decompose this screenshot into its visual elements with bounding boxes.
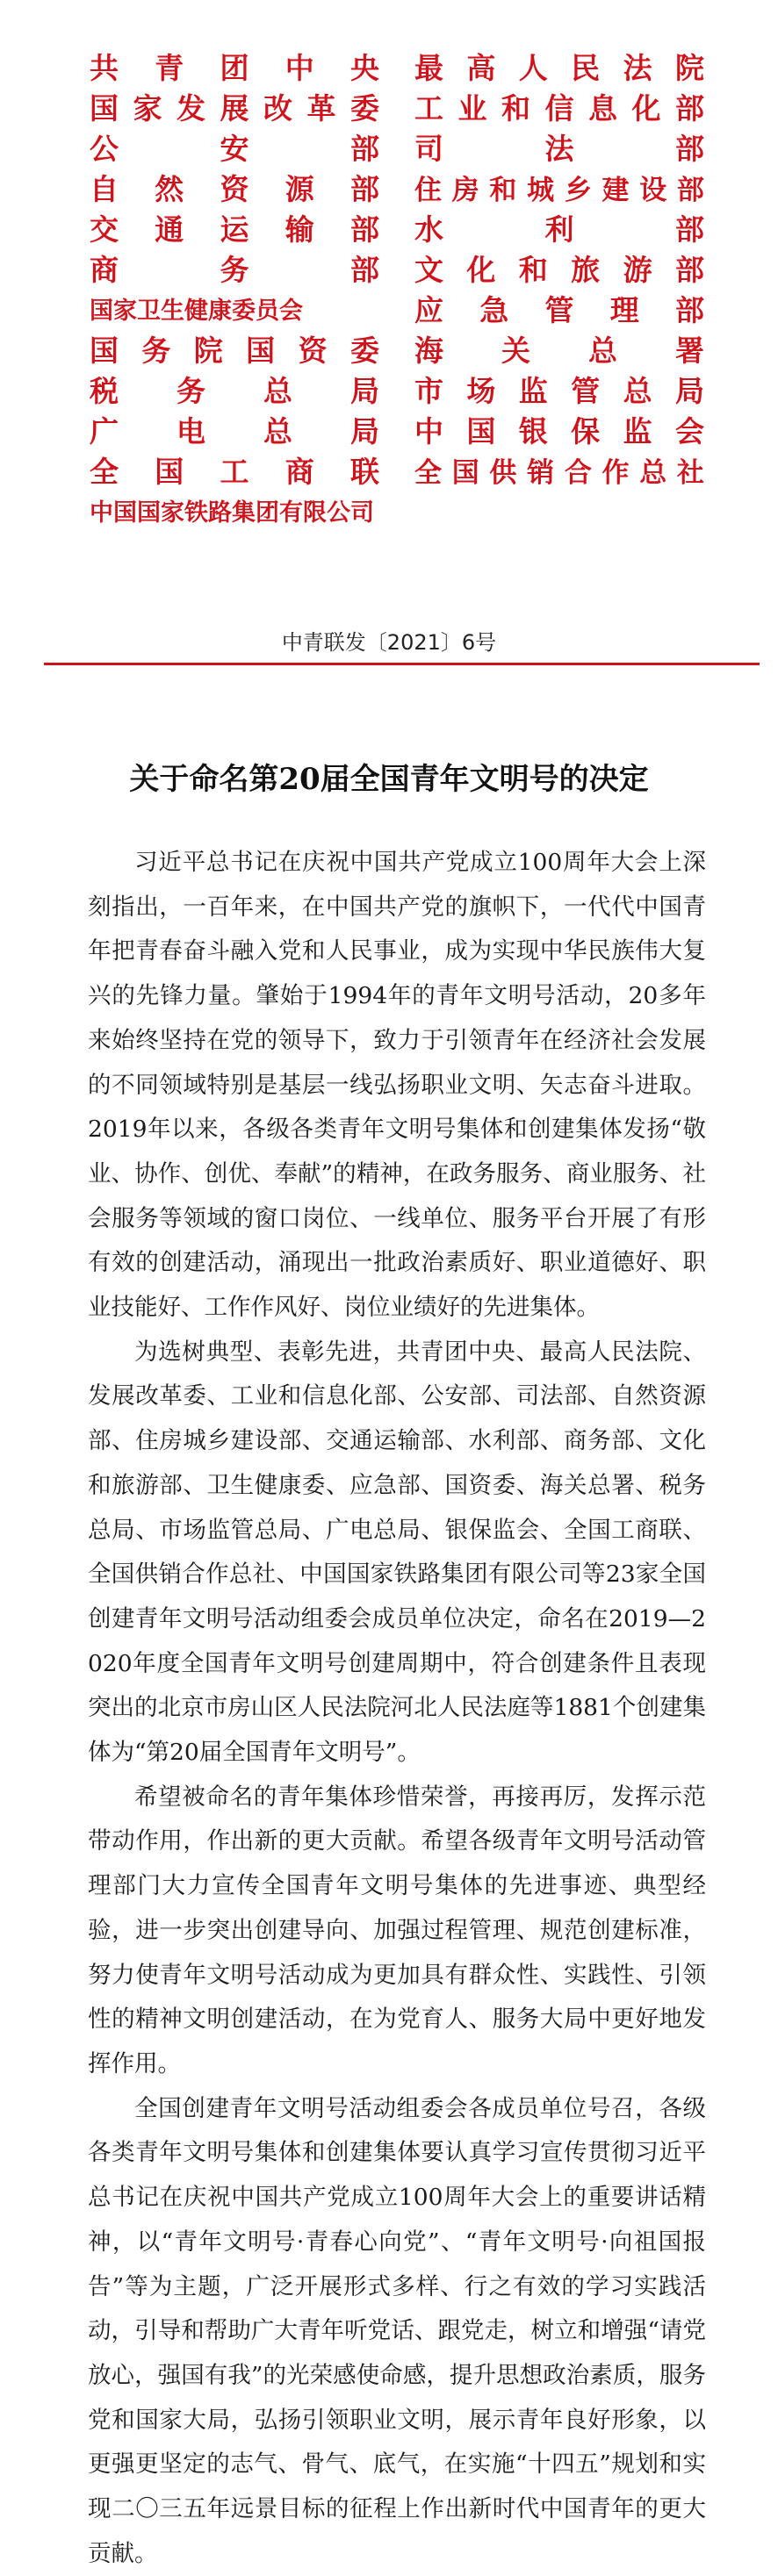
org-name-left: 全 国 工 商 联 bbox=[90, 454, 379, 489]
org-name-left: 国 务 院 国 资 委 bbox=[90, 333, 379, 368]
org-name-left: 国家卫生健康委员会 bbox=[90, 297, 303, 325]
document-number: 中青联发〔2021〕6号 bbox=[281, 630, 497, 655]
org-name-left: 公 安 部 bbox=[90, 131, 379, 166]
org-name-right: 应 急 管 理 部 bbox=[414, 292, 704, 327]
issuing-organizations bbox=[90, 46, 704, 530]
org-name-right: 中 国 银 保 监 会 bbox=[414, 413, 704, 448]
red-divider-line bbox=[44, 663, 760, 665]
body-paragraph: 希望被命名的青年集体珍惜荣誉，再接再厉，发挥示范带动作用，作出新的更大贡献。希望各级青年文明号活动管理部门大力宣传全国青年文明号集体的先进事迹、典型经验，进一步突出创建导向、加强过程管理、规范创建标准，努力使青年文明号活动成为更加具有群众性、实践性、引领性的精神文明创建活动，在为党育人、服务大局中更好地发挥作用。 bbox=[88, 1783, 706, 2077]
org-name-right: 司 法 部 bbox=[414, 131, 704, 166]
body-paragraph: 全国创建青年文明号活动组委会各成员单位号召，各级各类青年文明号集体和创建集体要认真学习宣传贯彻习近平总书记在庆祝中国共产党成立100周年大会上的重要讲话精神，以“青年文明号·青春心向党”、“青年文明号·向祖国报告”等为主题，广泛开展形式多样、行之有效的学习实践活动，引导和帮助广大青年听党话、跟党走，树立和增强“请党放心，强国有我”的光荣感使命感，提升思想政治素质，服务党和国家大局，弘扬引领职业文明，展示青年良好形象，以更强更坚定的志气、骨气、底气，在实施“十四五”规划和实现二〇三五年远景目标的征程上作出新时代中国青年的更大贡献。 bbox=[88, 2094, 706, 2567]
org-name-right: 市 场 监 管 总 局 bbox=[414, 373, 704, 408]
org-row bbox=[90, 86, 704, 126]
org-name-right: 全 国 供 销 合 作 总 社 bbox=[414, 456, 704, 489]
body-paragraph: 为选树典型、表彰先进，共青团中央、最高人民法院、发展改革委、工业和信息化部、公安部、司法部、自然资源部、住房城乡建设部、交通运输部、水利部、商务部、文化和旅游部、卫生健康委、应急部、国资委、海关总署、税务总局、市场监管总局、广电总局、银保监会、全国工商联、全国供销合作总社、中国国家铁路集团有限公司等23家全国创建青年文明号活动组委会成员单位决定，命名在2019—2020年度全国青年文明号创建周期中，符合创建条件且表现突出的北京市房山区人民法院河北人民法庭等1881个创建集体为“第20届全国青年文明号”。 bbox=[88, 1338, 706, 1767]
org-name-left: 商 务 部 bbox=[90, 252, 379, 287]
org-name-left: 中国国家铁路集团有限公司 bbox=[90, 499, 374, 527]
org-row bbox=[90, 369, 704, 409]
org-name-left: 广 电 总 局 bbox=[90, 413, 379, 448]
org-row bbox=[90, 449, 704, 490]
org-row bbox=[90, 248, 704, 288]
org-name-right: 住 房 和 城 乡 建 设 部 bbox=[414, 174, 704, 206]
org-name-left: 税 务 总 局 bbox=[90, 373, 379, 408]
org-name-right: 海 关 总 署 bbox=[414, 333, 704, 368]
org-row bbox=[90, 288, 704, 328]
body-paragraph: 习近平总书记在庆祝中国共产党成立100周年大会上深刻指出，一百年来，在中国共产党的旗帜下，一代代中国青年把青春奋斗融入党和人民事业，成为实现中华民族伟大复兴的先锋力量。肇始于1994年的青年文明号活动，20多年来始终坚持在党的领导下，致力于引领青年在经济社会发展的不同领域特别是基层一线弘扬职业文明、矢志奋斗进取。2019年以来，各级各类青年文明号集体和创建集体发扬“敬业、协作、创优、奉献”的精神，在政务服务、商业服务、社会服务等领域的窗口岗位、一线单位、服务平台开展了有形有效的创建活动，涌现出一批政治素质好、职业道德好、职业技能好、工作作风好、岗位业绩好的先进集体。 bbox=[88, 849, 706, 1322]
org-row bbox=[90, 46, 704, 86]
org-name-right: 文 化 和 旅 游 部 bbox=[414, 252, 704, 287]
org-name-left: 交 通 运 输 部 bbox=[90, 212, 379, 247]
document-body bbox=[88, 841, 706, 2576]
org-row bbox=[90, 328, 704, 369]
org-name-left: 自 然 资 源 部 bbox=[90, 171, 379, 206]
org-name-left: 国 家 发 展 改 革 委 bbox=[90, 90, 379, 126]
document-title: 关于命名第20届全国青年文明号的决定 bbox=[129, 762, 649, 797]
org-row bbox=[90, 207, 704, 248]
org-row bbox=[90, 167, 704, 207]
org-name-left: 共 青 团 中 央 bbox=[90, 50, 379, 85]
org-name-right: 最 高 人 民 法 院 bbox=[414, 50, 704, 85]
org-name-right: 工 业 和 信 息 化 部 bbox=[414, 90, 704, 126]
org-row bbox=[90, 409, 704, 449]
org-row bbox=[90, 126, 704, 167]
org-name-right: 水 利 部 bbox=[414, 212, 704, 247]
org-row bbox=[90, 490, 704, 530]
